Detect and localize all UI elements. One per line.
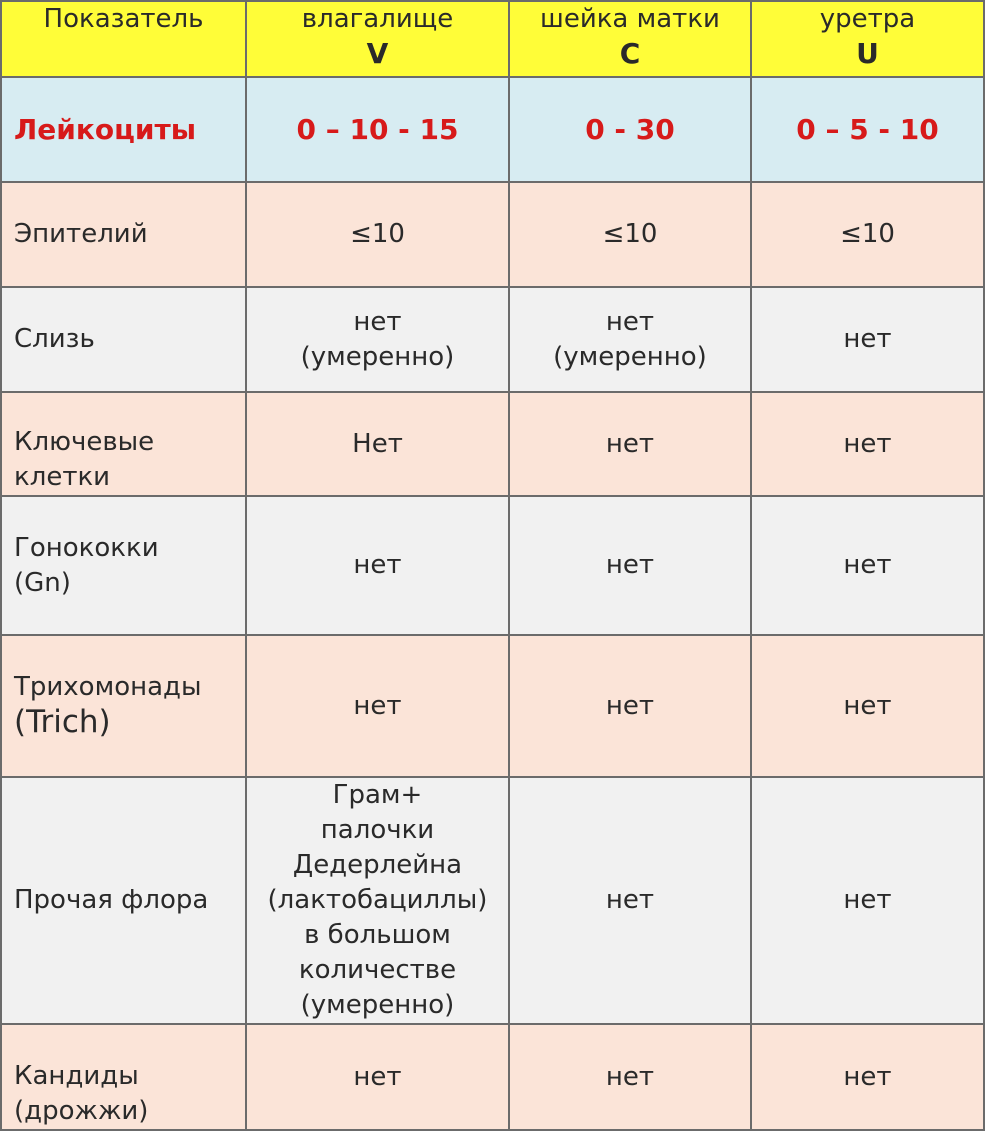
header-cervix-name: шейка матки	[540, 4, 720, 34]
row-label: Кандиды (дрожжи)	[1, 1024, 246, 1130]
header-urethra-name: уретра	[819, 4, 916, 34]
cell-urethra: нет	[751, 1024, 984, 1130]
cell-urethra: нет	[751, 777, 984, 1024]
cell-cervix: нет	[509, 777, 751, 1024]
header-urethra	[751, 1, 984, 77]
cell-vagina: нет	[246, 635, 509, 777]
table-row-other-flora	[1, 777, 984, 1024]
row-label: Эпителий	[1, 182, 246, 287]
cell-cervix: нет	[509, 392, 751, 496]
table-row-trichomonas	[1, 635, 984, 777]
cell-cervix: ≤10	[509, 182, 751, 287]
table-row-epithelium	[1, 182, 984, 287]
cell-vagina: нет (умеренно)	[246, 287, 509, 392]
row-label: Лейкоциты	[1, 77, 246, 182]
table-row-candida	[1, 1024, 984, 1130]
cell-cervix: нет	[509, 635, 751, 777]
cell-vagina: нет	[246, 496, 509, 635]
header-cervix-code: C	[619, 37, 641, 70]
row-label: Трихомонады	[14, 672, 202, 702]
cell-vagina: нет	[246, 1024, 509, 1130]
cell-urethra: 0 – 5 - 10	[751, 77, 984, 182]
cell-vagina: Грам+ палочки Дедерлейна (лактобациллы) в большом количестве (умеренно)	[246, 777, 509, 1024]
header-cervix	[509, 1, 751, 77]
cell-urethra: ≤10	[751, 182, 984, 287]
table-row-leukocytes	[1, 77, 984, 182]
row-label: Слизь	[1, 287, 246, 392]
table-row-gonococci	[1, 496, 984, 635]
header-vagina	[246, 1, 509, 77]
cell-vagina: 0 – 10 - 15	[246, 77, 509, 182]
header-indicator: Показатель	[1, 1, 246, 77]
header-vagina-code: V	[366, 37, 389, 70]
cell-urethra: нет	[751, 287, 984, 392]
cell-vagina: ≤10	[246, 182, 509, 287]
cell-cervix: нет (умеренно)	[509, 287, 751, 392]
table-row-mucus	[1, 287, 984, 392]
header-vagina-name: влагалище	[301, 4, 454, 34]
cell-urethra: нет	[751, 496, 984, 635]
row-label: Ключевые клетки	[1, 392, 246, 496]
header-urethra-code: U	[856, 37, 879, 70]
header-row	[1, 1, 984, 77]
cell-cervix: нет	[509, 1024, 751, 1130]
cell-cervix: нет	[509, 496, 751, 635]
cell-urethra: нет	[751, 392, 984, 496]
cell-cervix: 0 - 30	[509, 77, 751, 182]
cell-vagina: Нет	[246, 392, 509, 496]
row-label: Прочая флора	[1, 777, 246, 1024]
cell-urethra: нет	[751, 635, 984, 777]
row-label-extra: (Trich)	[14, 704, 111, 740]
row-label-cell	[1, 635, 246, 777]
row-label: Гонококки (Gn)	[1, 496, 246, 635]
table-row-clue-cells	[1, 392, 984, 496]
